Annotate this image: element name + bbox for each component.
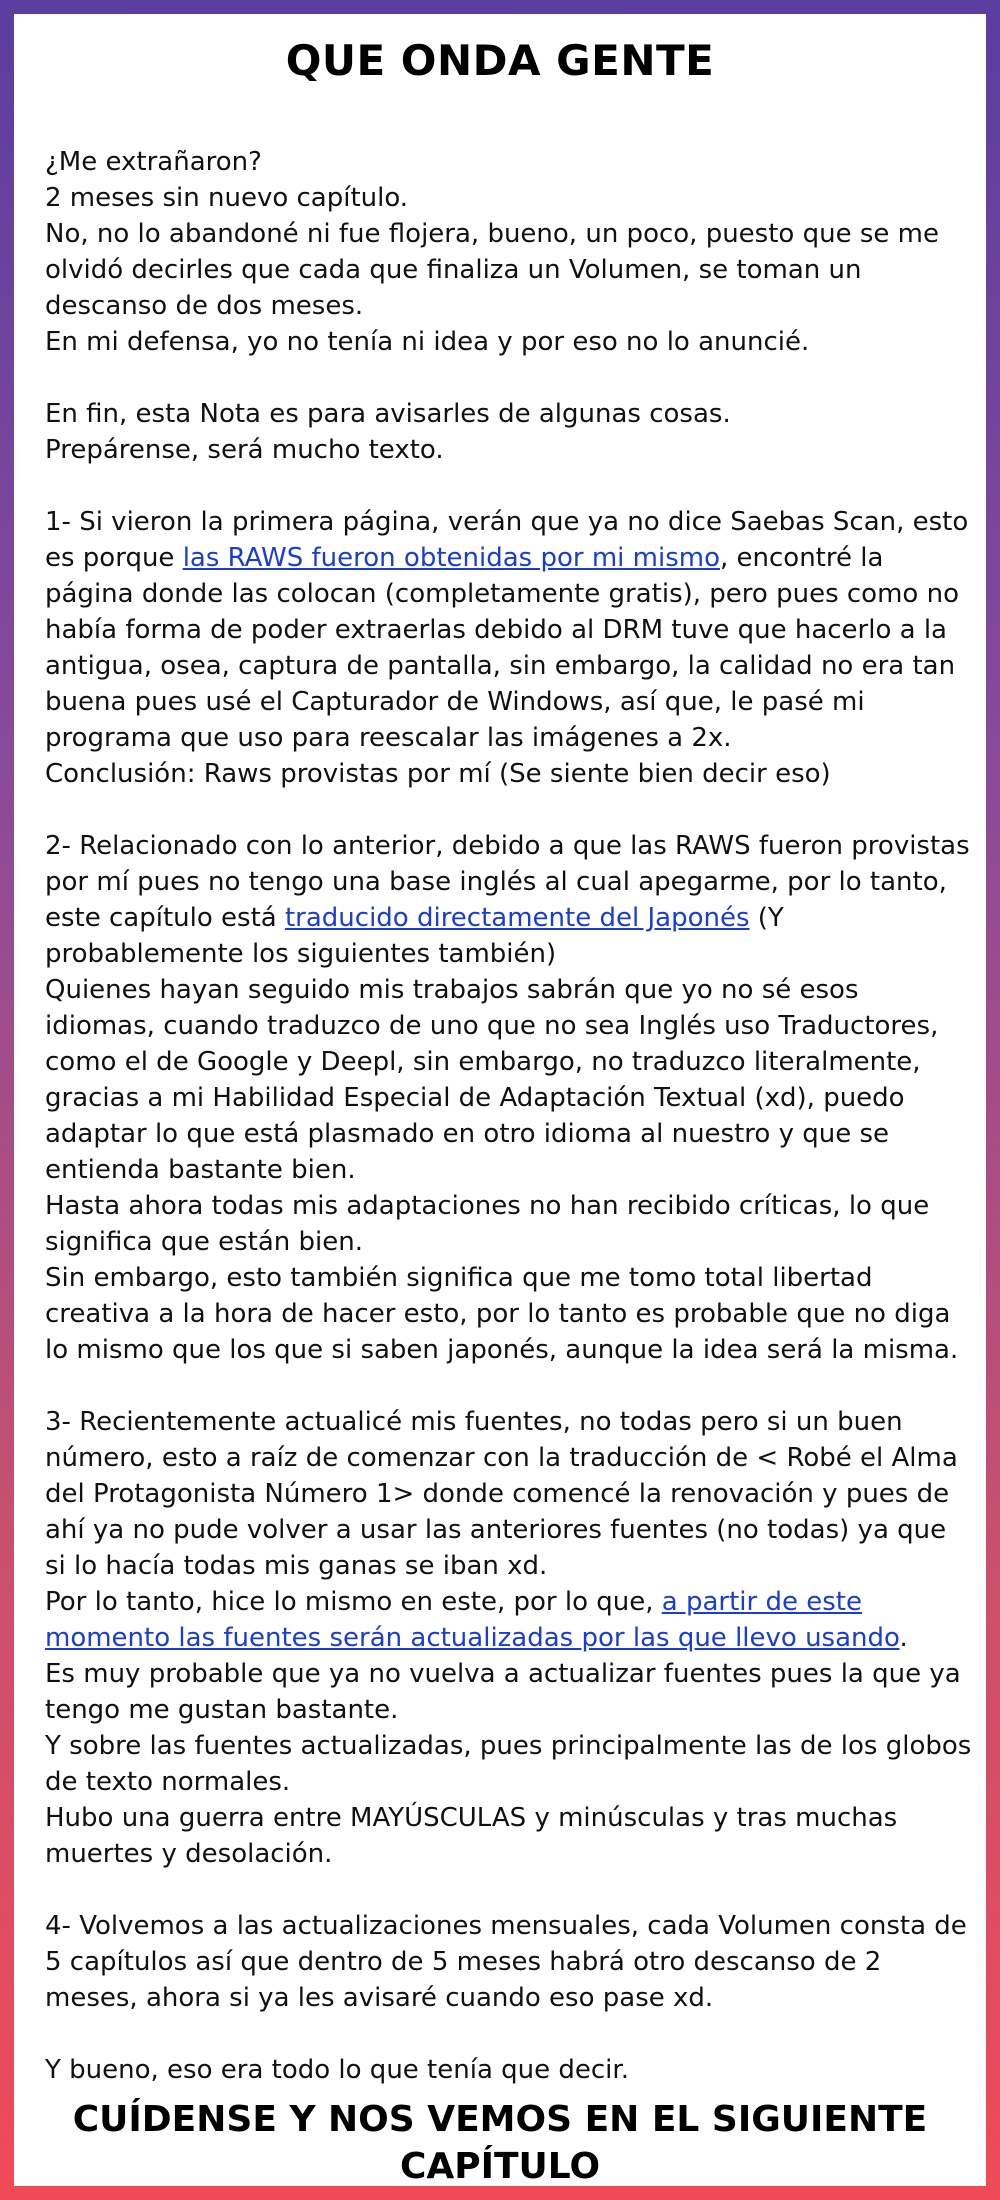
point-1-conclusion: Conclusión: Raws provistas por mí (Se siente bien decir eso): [45, 759, 831, 789]
japanese-translation-link[interactable]: traducido directamente del Japonés: [284, 903, 750, 933]
point-3-text: [45, 1584, 975, 1656]
intro-line: ¿Me extrañaron?: [45, 147, 262, 177]
point-2-line: Sin embargo, esto también significa que me tomo total libertad creativa a la hora de hacer esto, por lo tanto es probable que no diga lo mismo que los que si saben japonés, aunque la idea será la misma.: [45, 1263, 959, 1365]
point-3-text-end: .: [899, 1623, 908, 1653]
page-title: QUE ONDA GENTE: [285, 36, 715, 85]
point-2-text: [45, 828, 975, 972]
point-3-line: Es muy probable que ya no vuelva a actualizar fuentes pues la que ya tengo me gustan bastante.: [45, 1659, 961, 1725]
fonts-update-link[interactable]: a partir de este momento las fuentes serán actualizadas por las que llevo usando: [45, 1587, 900, 1653]
point-3: [45, 1404, 975, 1872]
intro-line: En mi defensa, yo no tenía ni idea y por eso no lo anuncié.: [45, 327, 810, 357]
point-3-line: 3- Recientemente actualicé mis fuentes, no todas pero si un buen número, esto a raíz de comenzar con la traducción de < Robé el Alma del Protagonista Número 1> donde comencé la renovación y pues de ahí ya no pude volver a usar las anteriores fuentes (no todas) ya que si lo hacía todas mis ganas se iban xd.: [45, 1407, 958, 1581]
note-card: [14, 14, 986, 2186]
intro-line: 2 meses sin nuevo capítulo.: [45, 183, 409, 213]
point-2-line: Quienes hayan seguido mis trabajos sabrán que yo no sé esos idiomas, cuando traduzco de uno que no sea Inglés uso Traductores, como el de Google y Deepl, sin embargo, no traduzco literalmente, gracias a mi Habilidad Especial de Adaptación Textual (xd), puedo adaptar lo que está plasmado en otro idioma al nuestro y que se entienda bastante bien.: [45, 975, 939, 1185]
point-2-line: Hasta ahora todas mis adaptaciones no han recibido críticas, lo que significa que están bien.: [45, 1191, 930, 1257]
point-3-line: Y sobre las fuentes actualizadas, pues principalmente las de los globos de texto normales.: [45, 1731, 972, 1797]
point-1: [45, 504, 975, 792]
closing-heading: CUÍDENSE Y NOS VEMOS EN EL SIGUIENTE CAPÍTULO: [72, 2099, 928, 2187]
point-4: [45, 1908, 975, 2016]
ending-line: Y bueno, eso era todo lo que tenía que decir.: [45, 2055, 629, 2085]
intro-paragraph: [45, 144, 975, 360]
point-1-text-start: 1- Si vieron la primera página, verán que ya no dice Saebas Scan, esto es porque: [45, 507, 969, 573]
point-2-text-start: 2- Relacionado con lo anterior, debido a que las RAWS fueron provistas por mí pues no tengo una base inglés al cual apegarme, por lo tanto, este capítulo está: [45, 831, 970, 933]
notice-line: Prepárense, será mucho texto.: [45, 435, 444, 465]
intro-line: No, no lo abandoné ni fue flojera, bueno, un poco, puesto que se me olvidó decirles que cada que finaliza un Volumen, se toman un descanso de dos meses.: [45, 219, 939, 321]
point-4-line: 4- Volvemos a las actualizaciones mensuales, cada Volumen consta de 5 capítulos así que dentro de 5 meses habrá otro descanso de 2 meses, ahora si ya les avisaré cuando eso pase xd.: [45, 1911, 967, 2013]
point-1-text: [45, 504, 975, 756]
ending-paragraph: [45, 2052, 975, 2088]
notice-line: En fin, esta Nota es para avisarles de algunas cosas.: [45, 399, 731, 429]
note-body: [45, 144, 975, 2124]
point-2: [45, 828, 975, 1368]
notice-paragraph: [45, 396, 975, 468]
raws-link[interactable]: las RAWS fueron obtenidas por mi mismo: [182, 543, 720, 573]
point-3-line: Hubo una guerra entre MAYÚSCULAS y minúsculas y tras muchas muertes y desolación.: [45, 1803, 898, 1869]
point-2-text-end: (Y probablemente los siguientes también): [45, 903, 784, 969]
point-1-text-end: , encontré la página donde las colocan (completamente gratis), pero pues como no había forma de poder extraerlas debido al DRM tuve que hacerlo a la antigua, osea, captura de pantalla, sin embargo, la calidad no era tan buena pues usé el Capturador de Windows, así que, le pasé mi programa que uso para reescalar las imágenes a 2x.: [45, 543, 959, 753]
point-3-text-start: Por lo tanto, hice lo mismo en este, por lo que,: [45, 1587, 662, 1617]
